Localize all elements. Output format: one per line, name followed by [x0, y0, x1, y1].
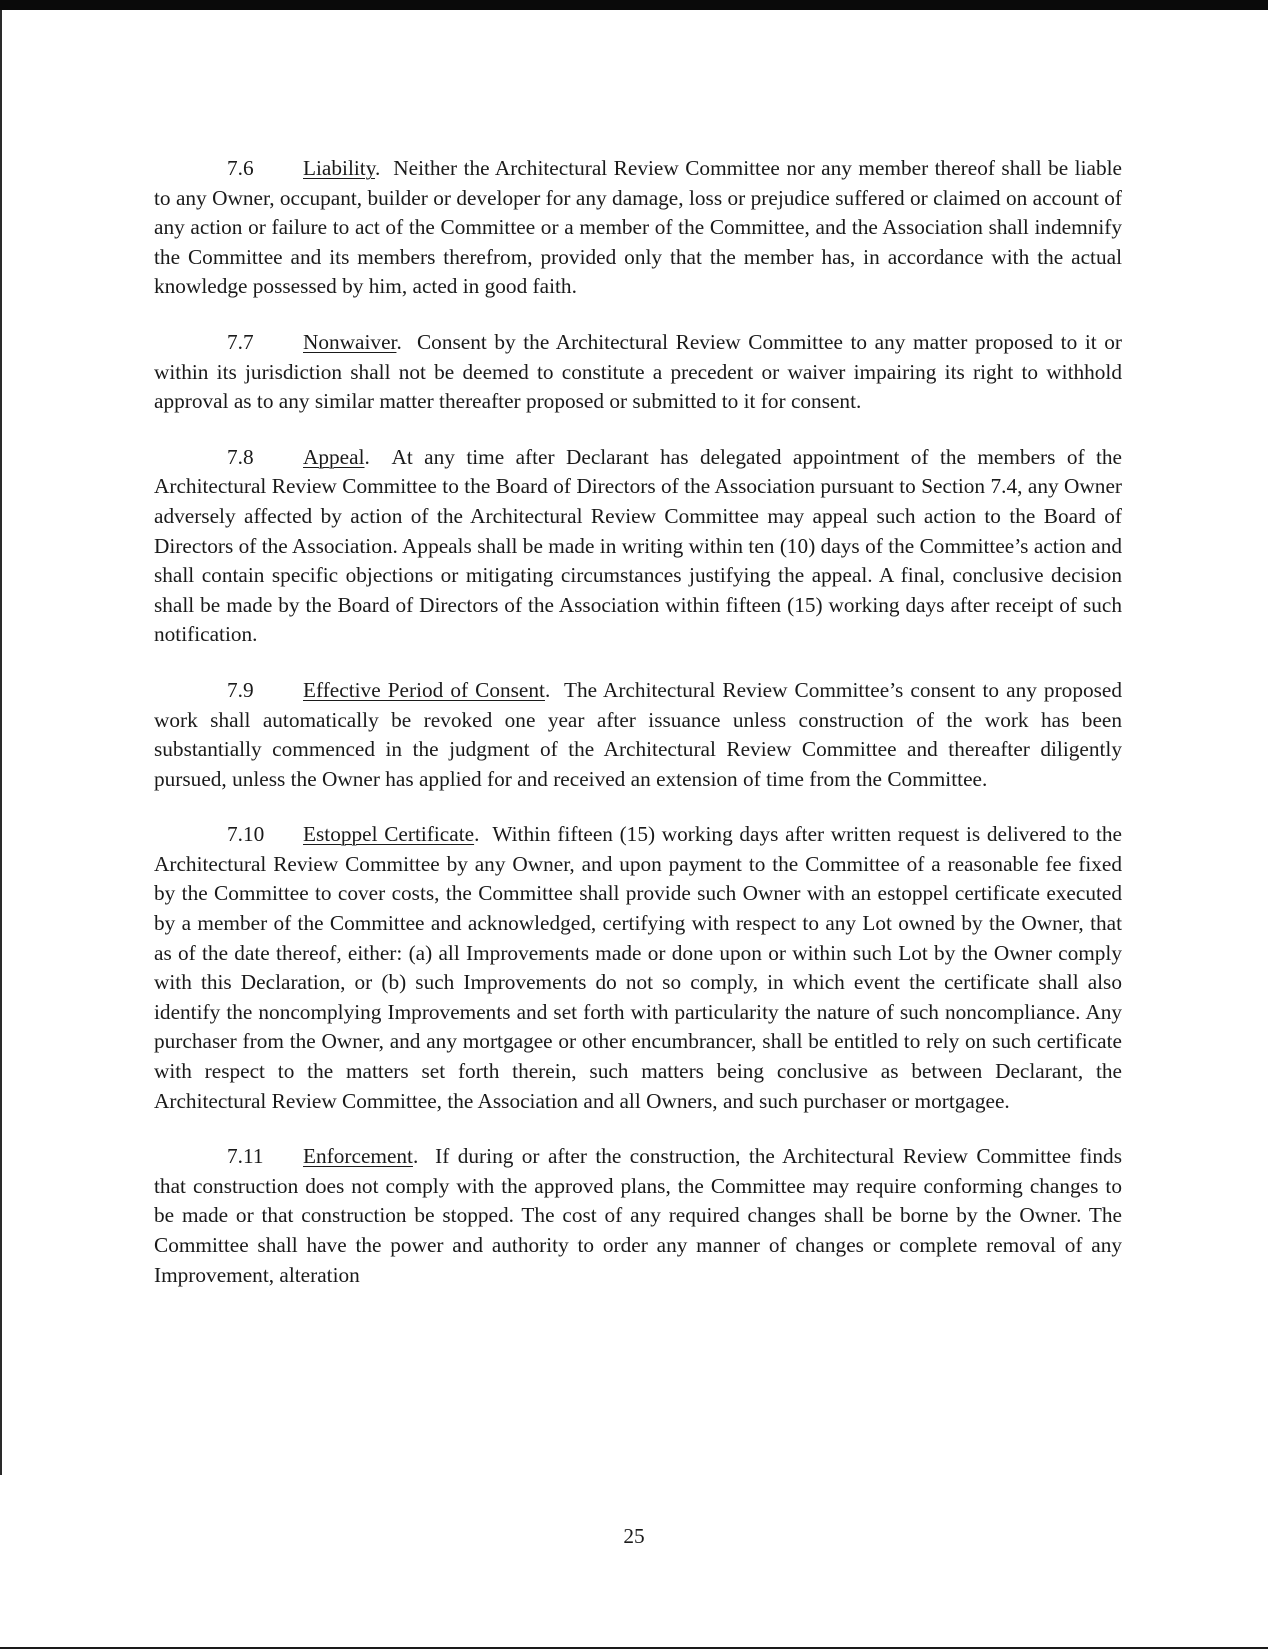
page-number: 25: [623, 1524, 645, 1548]
section-7-11: 7.11 Enforcement. If during or after the construction, the Architectural Review Committee finds that construction does not comply with the approved plans, the Committee may require conforming changes to be made or that construction be stopped. The cost of any required changes shall be borne by the Owner. The Committee shall have the power and authority to order any manner of changes or complete removal of any Improvement, alteration: [154, 1144, 1122, 1287]
section-body: At any time after Declarant has delegated appointment of the members of the Architectural Review Committee to the Board of Directors of the Association pursuant to Section 7.4, any Owner adversely affected by action of the Architectural Review Committee may appeal such action to the Board of Directors of the Association. Appeals shall be made in writing within ten (10) days of the Committee’s action and shall contain specific objections or mitigating circumstances justifying the appeal. A final, conclusive decision shall be made by the Board of Directors of the Association within fifteen (15) working days after receipt of such notification.: [154, 444, 1122, 647]
section-title: Enforcement: [303, 1144, 413, 1169]
section-title: Appeal: [303, 444, 365, 469]
section-7-6: 7.6 Liability. Neither the Architectural Review Committee nor any member thereof shall be liable to any Owner, occupant, builder or developer for any damage, loss or prejudice suffered or claimed on account of any action or failure to act of the Committee or a member of the Committee, and the Association shall indemnify the Committee and its members therefrom, provided only that the member has, in accordance with the actual knowledge possessed by him, acted in good faith.: [154, 156, 1122, 299]
section-number: 7.9: [227, 677, 254, 702]
scan-left-edge: [0, 10, 2, 1475]
scan-bottom-border: [0, 1647, 1268, 1649]
section-title: Effective Period of Consent: [303, 677, 545, 702]
section-body: Within fifteen (15) working days after written request is delivered to the Architectural Review Committee by any Owner, and upon payment to the Committee of a reasonable fee fixed by the Committee to cover costs, the Committee shall provide such Owner with an estoppel certificate executed by a member of the Committee and acknowledged, certifying with respect to any Lot owned by the Owner, that as of the date thereof, either: (a) all Improvements made or done upon or within such Lot by the Owner comply with this Declaration, or (b) such Improvements do not so comply, in which event the certificate shall also identify the noncomplying Improvements and set forth with particularity the nature of such noncompliance. Any purchaser from the Owner, and any mortgagee or other encumbrancer, shall be entitled to rely on such certificate with respect to the matters set forth therein, such matters being conclusive as between Declarant, the Architectural Review Committee, the Association and all Owners, and such purchaser or mortgagee.: [154, 822, 1122, 1113]
section-number: 7.6: [227, 156, 254, 180]
section-title: Liability: [303, 156, 375, 180]
scan-top-border: [0, 0, 1268, 10]
section-body: Neither the Architectural Review Committee nor any member thereof shall be liable to any Owner, occupant, builder or developer for any damage, loss or prejudice suffered or claimed on account of any action or failure to act of the Committee or a member of the Committee, and the Association shall indemnify the Committee and its members therefrom, provided only that the member has, in accordance with the actual knowledge possessed by him, acted in good faith.: [154, 156, 1122, 299]
section-number: 7.7: [227, 329, 254, 354]
section-number: 7.8: [227, 444, 254, 469]
section-7-8: 7.8 Appeal. At any time after Declarant has delegated appointment of the members of the Architectural Review Committee to the Board of Directors of the Association pursuant to Section 7.4, any Owner adversely affected by action of the Architectural Review Committee may appeal such action to the Board of Directors of the Association. Appeals shall be made in writing within ten (10) days of the Committee’s action and shall contain specific objections or mitigating circumstances justifying the appeal. A final, conclusive decision shall be made by the Board of Directors of the Association within fifteen (15) working days after receipt of such notification.: [154, 444, 1122, 647]
section-body: The Architectural Review Committee’s consent to any proposed work shall automatically be revoked one year after issuance unless construction of the work has been substantially commenced in the judgment of the Architectural Review Committee and thereafter diligently pursued, unless the Owner has applied for and received an extension of time from the Committee.: [154, 677, 1122, 791]
document-body: [154, 154, 1122, 1316]
section-7-7: 7.7 Nonwaiver. Consent by the Architectural Review Committee to any matter proposed to it or within its jurisdiction shall not be deemed to constitute a precedent or waiver impairing its right to withhold approval as to any similar matter thereafter proposed or submitted to it for consent.: [154, 329, 1122, 414]
section-title: Nonwaiver: [303, 329, 397, 354]
section-number: 7.10: [227, 822, 265, 847]
section-7-10: 7.10 Estoppel Certificate. Within fifteen (15) working days after written request is delivered to the Architectural Review Committee by any Owner, and upon payment to the Committee of a reasonable fee fixed by the Committee to cover costs, the Committee shall provide such Owner with an estoppel certificate executed by a member of the Committee and acknowledged, certifying with respect to any Lot owned by the Owner, that as of the date thereof, either: (a) all Improvements made or done upon or within such Lot by the Owner comply with this Declaration, or (b) such Improvements do not so comply, in which event the certificate shall also identify the noncomplying Improvements and set forth with particularity the nature of such noncompliance. Any purchaser from the Owner, and any mortgagee or other encumbrancer, shall be entitled to rely on such certificate with respect to the matters set forth therein, such matters being conclusive as between Declarant, the Architectural Review Committee, the Association and all Owners, and such purchaser or mortgagee.: [154, 822, 1122, 1113]
section-title: Estoppel Certificate: [303, 822, 475, 847]
section-number: 7.11: [227, 1144, 264, 1169]
section-7-9: 7.9 Effective Period of Consent. The Architectural Review Committee’s consent to any proposed work shall automatically be revoked one year after issuance unless construction of the work has been substantially commenced in the judgment of the Architectural Review Committee and thereafter diligently pursued, unless the Owner has applied for and received an extension of time from the Committee.: [154, 677, 1122, 791]
section-body: Consent by the Architectural Review Committee to any matter proposed to it or within its jurisdiction shall not be deemed to constitute a precedent or waiver impairing its right to withhold approval as to any similar matter thereafter proposed or submitted to it for consent.: [154, 329, 1122, 414]
section-body: If during or after the construction, the Architectural Review Committee finds that construction does not comply with the approved plans, the Committee may require conforming changes to be made or that construction be stopped. The cost of any required changes shall be borne by the Owner. The Committee shall have the power and authority to order any manner of changes or complete removal of any Improvement, alteration: [154, 1144, 1122, 1287]
